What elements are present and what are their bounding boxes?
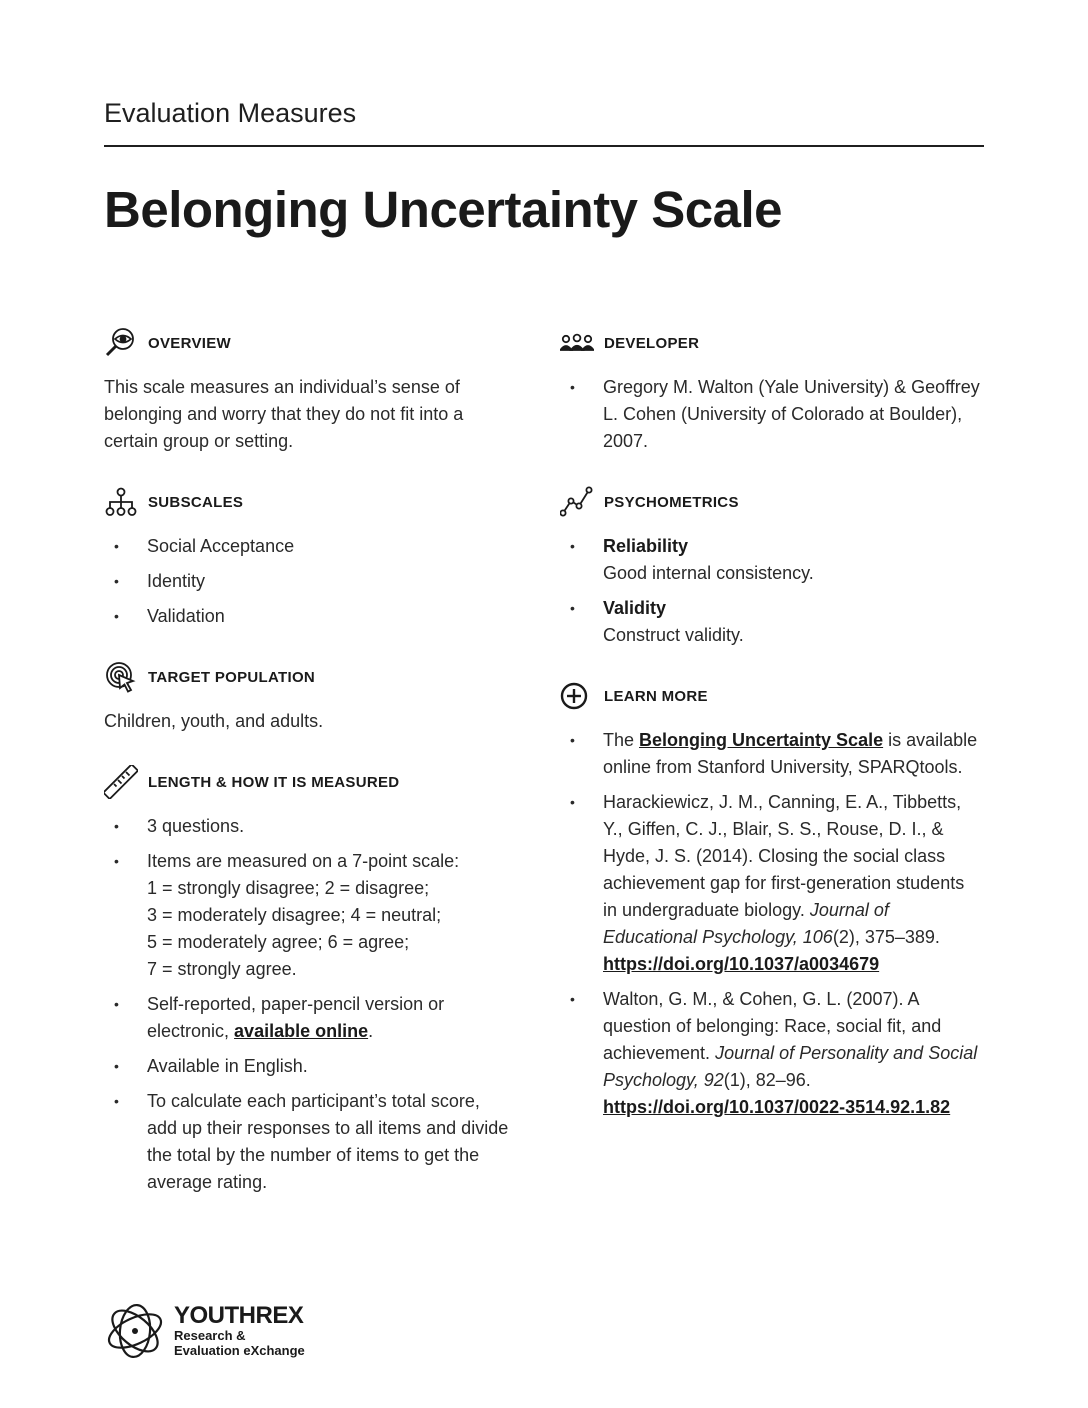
subscales-section <box>104 485 514 630</box>
scale-line: 1 = strongly disagree; 2 = disagree; <box>147 878 430 898</box>
ref-text: is available online from Stanford University, SPARQtools. <box>603 730 978 777</box>
target-population-section <box>104 660 514 735</box>
ref-journal: Journal of Personality and Social Psychology, 92 <box>603 1043 978 1090</box>
orbit-logo-icon <box>104 1300 166 1362</box>
list-item-text: Self-reported, paper-pencil version or electronic, <box>147 994 445 1041</box>
ref-text: (1), 82–96. <box>723 1070 811 1090</box>
validity-label: • Validity <box>603 598 667 618</box>
people-group-icon <box>560 326 594 360</box>
length-section <box>104 765 514 1196</box>
psychometrics-section <box>560 485 980 649</box>
doi-link[interactable]: https://doi.org/10.1037/a0034679 <box>603 954 880 974</box>
brand-name: YOUTHREX <box>174 1302 304 1329</box>
list-item <box>560 789 980 978</box>
length-heading: LENGTH & HOW IT IS MEASURED <box>148 773 400 791</box>
ref-text: Walton, G. M., & Cohen, G. L. (2007). A question of belonging: Race, social fit, and achievement. <box>603 989 942 1063</box>
page-kicker: Evaluation Measures <box>104 98 357 128</box>
ref-text: Harackiewicz, J. M., Canning, E. A., Tibbetts, Y., Giffen, C. J., Blair, S. S., Rouse, D. I., & Hyde, J. S. (2014). Closing the social class achievement gap for first-generation students in undergraduate biology. <box>603 792 965 920</box>
validity-text: Construct validity. <box>603 625 744 645</box>
ref-text: The <box>603 730 640 750</box>
plus-circle-icon <box>560 679 594 713</box>
ref-journal: Journal of Educational Psychology, 106 <box>603 900 889 947</box>
list-item <box>104 991 514 1045</box>
target-cursor-icon <box>104 660 138 694</box>
brand-tagline: Evaluation eXchange <box>174 1343 305 1358</box>
ref-text: (2), 375–389. <box>832 927 940 947</box>
list-item-text: . <box>368 1021 374 1041</box>
learn-more-section <box>560 679 980 1121</box>
list-item: • 3 questions. <box>104 813 514 840</box>
hierarchy-icon <box>104 485 138 519</box>
list-item: • Gregory M. Walton (Yale University) & Geoffrey L. Cohen (University of Colorado at Boulder), 2007. <box>560 374 980 455</box>
line-graph-icon <box>560 485 594 519</box>
overview-text: This scale measures an individual’s sense of belonging and worry that they do not fit into a certain group or setting. <box>104 377 464 451</box>
developer-section <box>560 326 980 455</box>
list-item <box>560 986 980 1121</box>
page-title: Belonging Uncertainty Scale <box>104 181 782 238</box>
footer-logo <box>104 1300 305 1362</box>
ruler-icon <box>104 765 138 799</box>
reliability-text: Good internal consistency. <box>603 563 814 583</box>
developer-list <box>560 374 980 455</box>
list-item: • Validation <box>104 603 514 630</box>
target-population-heading: TARGET POPULATION <box>148 668 316 686</box>
reliability-label: • Reliability <box>603 536 689 556</box>
scale-line: 3 = moderately disagree; 4 = neutral; <box>147 905 442 925</box>
psychometrics-list <box>560 533 980 649</box>
developer-heading: DEVELOPER <box>604 334 700 352</box>
list-item: • Available in English. <box>104 1053 514 1080</box>
target-population-text: Children, youth, and adults. <box>104 711 324 731</box>
doi-link[interactable]: https://doi.org/10.1037/0022-3514.92.1.82 <box>603 1097 951 1117</box>
scale-line: 7 = strongly agree. <box>147 959 297 979</box>
list-item: • To calculate each participant’s total score, add up their responses to all items and divide the total by the number of items to get the average rating. <box>104 1088 514 1196</box>
list-item: • Social Acceptance <box>104 533 514 560</box>
length-list <box>104 813 514 1196</box>
overview-section <box>104 326 514 455</box>
overview-heading: OVERVIEW <box>148 334 231 352</box>
subscales-heading: SUBSCALES <box>148 493 244 511</box>
header-divider <box>104 145 984 147</box>
list-item <box>104 848 514 983</box>
list-item <box>560 533 980 587</box>
list-item <box>560 727 980 781</box>
learn-more-heading: LEARN MORE <box>604 687 708 705</box>
brand-tagline: Research & <box>174 1328 246 1343</box>
left-column <box>104 326 514 1226</box>
psychometrics-heading: PSYCHOMETRICS <box>604 493 739 511</box>
belonging-scale-link[interactable]: Belonging Uncertainty Scale <box>639 730 884 750</box>
learn-more-list <box>560 727 980 1121</box>
list-item: • Identity <box>104 568 514 595</box>
subscales-list <box>104 533 514 630</box>
available-online-link[interactable]: available online <box>234 1021 369 1041</box>
scale-line: 5 = moderately agree; 6 = agree; <box>147 932 410 952</box>
scale-line: • Items are measured on a 7-point scale: <box>147 851 460 871</box>
list-item <box>560 595 980 649</box>
magnifier-eye-icon <box>104 326 138 360</box>
right-column <box>560 326 980 1151</box>
